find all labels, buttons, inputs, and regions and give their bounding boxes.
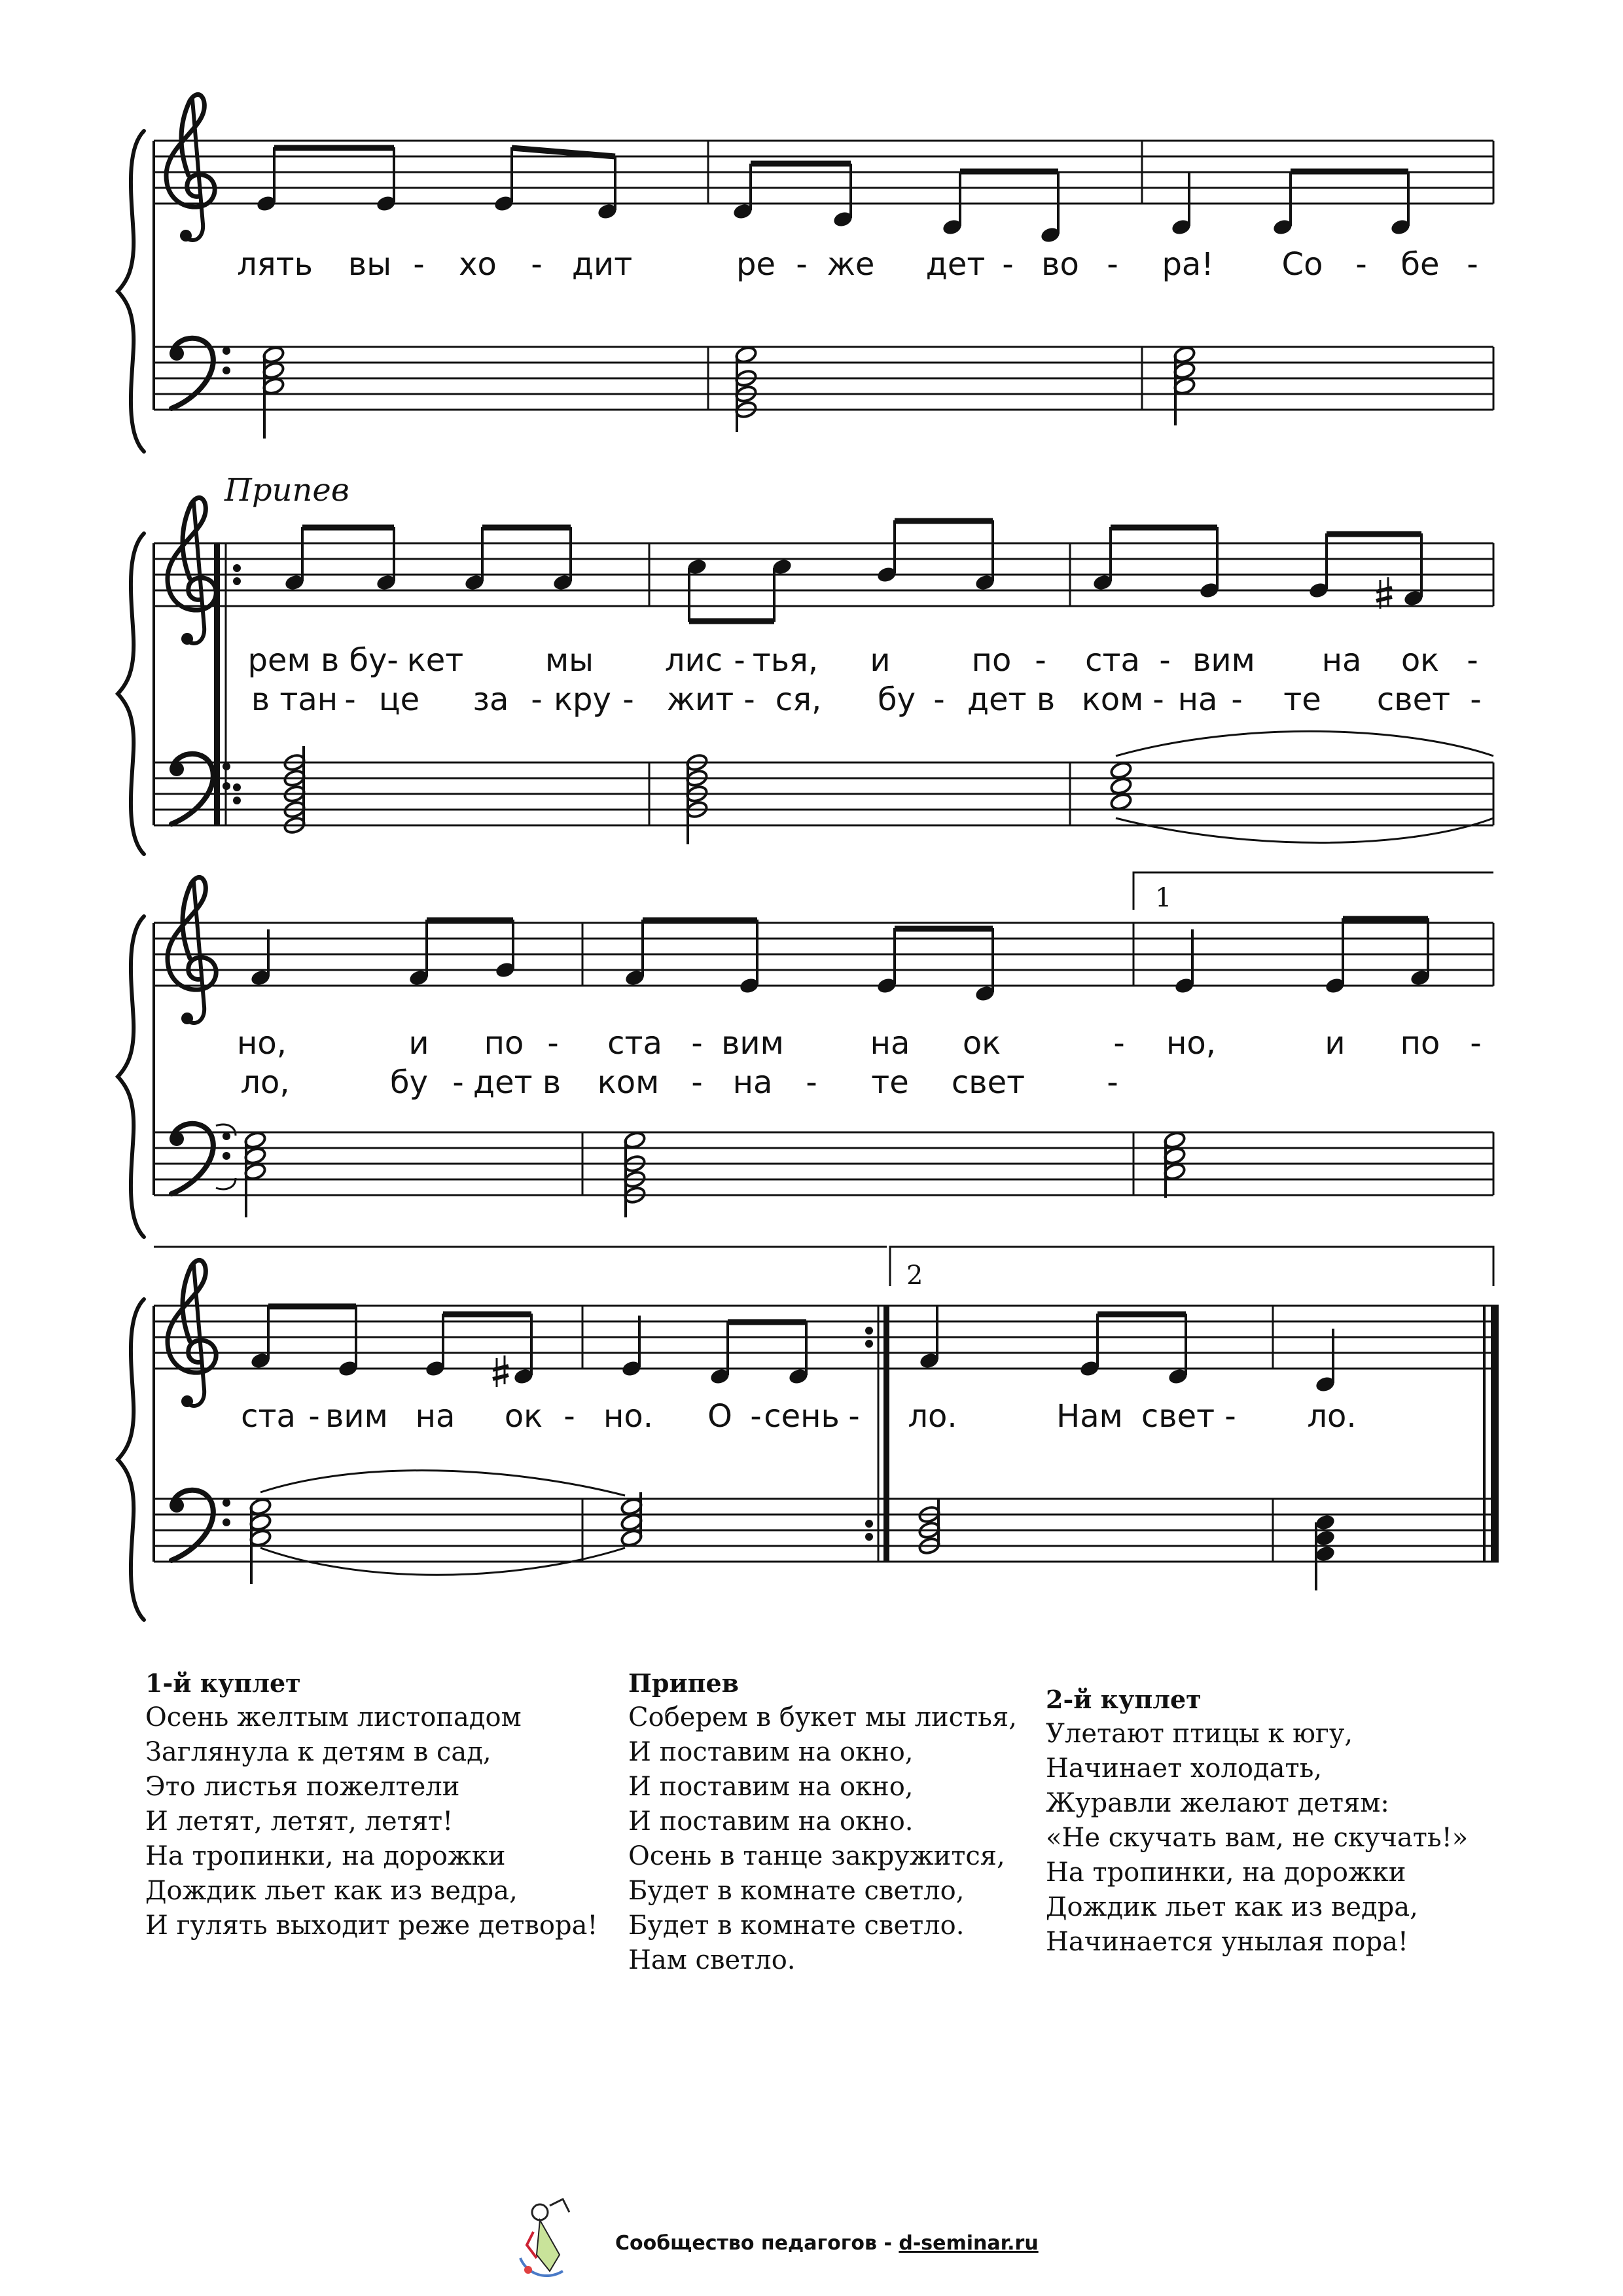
lyric-syllable: и (870, 642, 891, 679)
verse-1-line: Заглянула к детям в сад, (145, 1737, 491, 1767)
lyric-syllable: - (1224, 1398, 1236, 1435)
chorus-line: И поставим на окно, (628, 1772, 914, 1802)
lyric-syllable: - (806, 1064, 817, 1101)
lyric-syllable: - (750, 1398, 762, 1435)
lyric-syllable: - (531, 681, 543, 718)
lyric-syllable: - (1152, 681, 1164, 718)
lyric-syllable: це (378, 681, 420, 718)
verse-1-heading: 1-й куплет (145, 1668, 301, 1698)
chords-s1-bass (262, 345, 1196, 439)
lyric-syllable: дит (571, 246, 633, 283)
site-link[interactable]: d-seminar.ru (899, 2232, 1039, 2255)
section-label: Припев (224, 472, 349, 509)
lyric-syllable: - (1470, 681, 1482, 718)
lyric-syllable: кру (554, 681, 611, 718)
footer (514, 2193, 1103, 2284)
lyric-syllable: за (473, 681, 509, 718)
footer-text (615, 2232, 1039, 2255)
lyric-syllable: - (1231, 681, 1243, 718)
lyric-syllable: - (563, 1398, 575, 1435)
lyric-syllable: и (1325, 1025, 1346, 1062)
chorus-heading: Припев (628, 1668, 740, 1698)
lyric-syllable: на (870, 1025, 910, 1062)
verse-2-line: Начинает холодать, (1046, 1753, 1323, 1784)
chords-s3-bass (216, 1124, 1186, 1217)
lyric-syllable: - (387, 642, 399, 679)
verse-1-line: И летят, летят, летят! (145, 1806, 454, 1837)
lyric-syllable: кет (406, 642, 464, 679)
lyric-syllable: те (1283, 681, 1321, 718)
chorus-line: И поставим на окно, (628, 1737, 914, 1767)
lyric-syllable: ста (607, 1025, 662, 1062)
lyric-syllable: лять (237, 246, 313, 283)
chorus-line: И поставим на окно. (628, 1806, 914, 1837)
lyric-syllable: О (707, 1398, 732, 1435)
lyric-syllable: во (1041, 246, 1079, 283)
lyric-syllable: лис (664, 642, 723, 679)
lyric-syllable: мы (544, 642, 594, 679)
community-logo-icon (514, 2193, 599, 2284)
lyric-syllable: по (971, 642, 1012, 679)
lyric-syllable: дет в (473, 1064, 562, 1101)
lyric-syllable: ком (1081, 681, 1144, 718)
lyric-syllable: - (1355, 246, 1367, 283)
volta-1: 1 (1155, 883, 1172, 913)
system-1 (118, 94, 1493, 452)
lyric-syllable: - (1035, 642, 1046, 679)
lyrics-system-1 (237, 246, 1478, 283)
lyric-syllable: бу (877, 681, 916, 718)
lyric-syllable: вим (1192, 642, 1255, 679)
lyric-syllable: бе (1400, 246, 1440, 283)
verse-2-lines (1046, 1717, 1468, 1960)
system-2 (118, 472, 1493, 854)
lyric-syllable: ок (504, 1398, 543, 1435)
lyric-syllable: - (531, 246, 543, 283)
lyrics-system-3-line-1 (237, 1025, 1482, 1062)
verse-1-lines (145, 1700, 598, 1943)
verse-1-line: Дождик льет как из ведра, (145, 1876, 518, 1906)
lyric-syllable: - (933, 681, 945, 718)
lyrics-system-3-line-2 (240, 1064, 1118, 1101)
verse-2-line: Журавли желают детям: (1046, 1788, 1389, 1818)
lyric-syllable: ок (962, 1025, 1001, 1062)
verse-2-line: Дождик льет как из ведра, (1046, 1892, 1418, 1922)
chords-s2-bass (283, 731, 1493, 844)
lyric-syllable: жит (666, 681, 734, 718)
lyric-syllable: - (691, 1025, 703, 1062)
verse-2 (1046, 1682, 1468, 1960)
verse-1-line: Это листья пожелтели (145, 1772, 460, 1802)
lyric-syllable: свет (1141, 1398, 1215, 1435)
lyric-syllable: - (1107, 246, 1118, 283)
lyric-syllable: Нам (1056, 1398, 1123, 1435)
lyric-syllable: же (827, 246, 875, 283)
lyric-syllable: - (1002, 246, 1014, 283)
lyrics-system-2-line-1 (247, 642, 1478, 679)
lyric-syllable: - (1159, 642, 1171, 679)
verse-2-line: На тропинки, на дорожки (1046, 1857, 1406, 1888)
lyric-syllable: те (871, 1064, 909, 1101)
system-3 (118, 872, 1493, 1237)
lyric-syllable: рем в бу (247, 642, 387, 679)
lyric-syllable: на (1321, 642, 1362, 679)
verse-2-line: «Не скучать вам, не скучать!» (1046, 1823, 1469, 1853)
lyric-syllable: - (622, 681, 634, 718)
lyric-syllable: - (743, 681, 755, 718)
verse-1-line: На тропинки, на дорожки (145, 1841, 506, 1871)
lyric-syllable: вим (721, 1025, 784, 1062)
lyric-syllable: но, (1166, 1025, 1217, 1062)
lyric-syllable: свет (1376, 681, 1451, 718)
lyric-syllable: - (413, 246, 425, 283)
notes-s4-treble (249, 1306, 1336, 1393)
lyric-syllable: свет (951, 1064, 1026, 1101)
lyric-syllable: на (732, 1064, 773, 1101)
lyric-syllable: вим (325, 1398, 388, 1435)
lyrics-system-2-line-2 (251, 681, 1482, 718)
lyric-syllable: тья, (752, 642, 819, 679)
lyric-syllable: но. (603, 1398, 654, 1435)
lyric-syllable: на (415, 1398, 455, 1435)
lyric-syllable: в тан (251, 681, 338, 718)
verse-1-line: Осень желтым листопадом (145, 1702, 522, 1732)
chorus-line: Соберем в букет мы листья, (628, 1702, 1017, 1732)
lyric-syllable: Со (1281, 246, 1323, 283)
lyric-syllable: и (408, 1025, 429, 1062)
chorus (628, 1666, 1017, 1978)
lyric-syllable: ста (241, 1398, 296, 1435)
verse-1-line: И гулять выходит реже детвора! (145, 1910, 598, 1941)
lyric-syllable: - (547, 1025, 559, 1062)
verse-2-line: Начинается унылая пора! (1046, 1927, 1409, 1957)
lyric-syllable: - (734, 642, 745, 679)
verse-2-heading: 2-й куплет (1046, 1685, 1202, 1714)
lyric-syllable: ло. (1307, 1398, 1357, 1435)
lyric-syllable: - (1467, 246, 1478, 283)
lyric-syllable: по (484, 1025, 524, 1062)
notes-s1-treble (255, 147, 1411, 244)
lyric-syllable: хо (459, 246, 497, 283)
lyric-syllable: но, (236, 1025, 287, 1062)
chorus-line: Нам светло. (628, 1945, 796, 1975)
chorus-lines (628, 1700, 1017, 1978)
lyric-syllable: ре (736, 246, 776, 283)
chorus-line: Осень в танце закружится, (628, 1841, 1005, 1871)
lyric-syllable: - (796, 246, 808, 283)
lyric-syllable: бу (389, 1064, 429, 1101)
chorus-line: Будет в комнате светло. (628, 1910, 965, 1941)
lyric-syllable: - (344, 681, 356, 718)
lyric-syllable: - (1107, 1064, 1118, 1101)
lyric-syllable: - (1467, 642, 1478, 679)
lyric-syllable: ло, (240, 1064, 290, 1101)
lyric-syllable: ра! (1162, 246, 1214, 283)
lyric-syllable: сень (764, 1398, 840, 1435)
chorus-line: Будет в комнате светло, (628, 1876, 965, 1906)
lyric-syllable: ок (1400, 642, 1440, 679)
footer-prefix: Сообщество педагогов - (615, 2232, 892, 2255)
lyric-syllable: ся, (775, 681, 822, 718)
lyric-syllable: - (691, 1064, 703, 1101)
lyric-syllable: ста (1085, 642, 1140, 679)
lyric-syllable: - (1470, 1025, 1482, 1062)
lyric-syllable: ком (597, 1064, 660, 1101)
lyric-syllable: дет в (967, 681, 1056, 718)
verse-2-line: Улетают птицы к югу, (1046, 1719, 1353, 1749)
system-4 (118, 1247, 1499, 1620)
lyric-syllable: - (308, 1398, 320, 1435)
lyric-syllable: дет (925, 246, 986, 283)
lyric-syllable: по (1400, 1025, 1440, 1062)
notes-s3-treble (249, 918, 1431, 1003)
lyric-syllable: - (1113, 1025, 1125, 1062)
lyrics-system-4 (241, 1398, 1357, 1435)
lyric-syllable: ло. (908, 1398, 957, 1435)
verse-1 (145, 1666, 598, 1943)
volta-2: 2 (906, 1261, 923, 1291)
lyric-syllable: вы (348, 246, 392, 283)
lyric-syllable: на (1177, 681, 1218, 718)
lyric-syllable: - (452, 1064, 464, 1101)
lyric-syllable: - (848, 1398, 860, 1435)
